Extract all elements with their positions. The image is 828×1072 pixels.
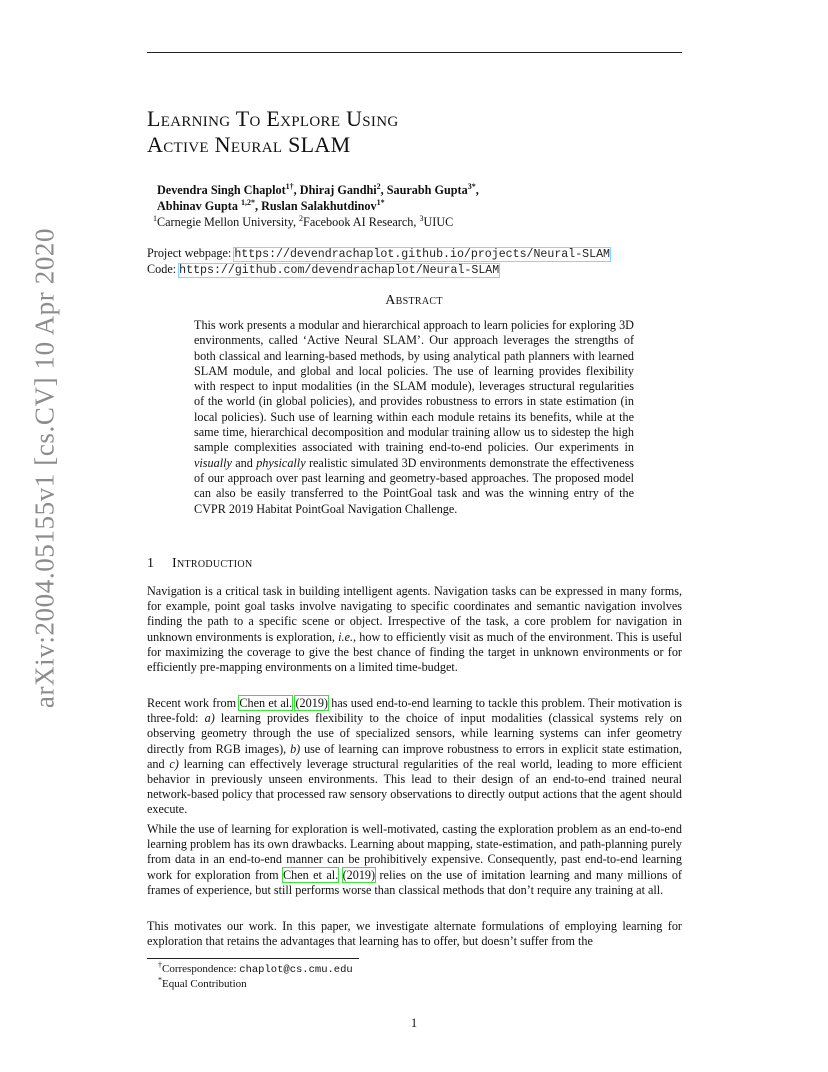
author-name: Ruslan Salakhutdinov	[261, 199, 377, 213]
citation-link[interactable]: Chen et al.	[283, 867, 339, 882]
code-label: Code:	[147, 262, 180, 276]
project-links	[147, 246, 610, 278]
affiliation: Carnegie Mellon University,	[157, 215, 300, 229]
paragraph-text: , how to efficiently visit as much of the environment. This is useful for maximizing the coverage to give the best chance of finding the target in unknown environments or for efficiently pre-mapping environments on a limited time-budget.	[147, 629, 682, 675]
affiliation-sup: 2	[299, 213, 304, 223]
footnote-mark: *	[158, 975, 162, 985]
top-rule	[147, 52, 682, 53]
footnote-1	[158, 962, 353, 977]
paragraph-text: Navigation is a critical task in building intelligent agents. Navigation tasks can be expressed in many forms, for example, point goal tasks involve navigating to specific coordinates and semantic navigation involves finding the path to a specific scene or object. Irrespective of the task, a core problem for navigation in unknown environments is exploration,	[147, 584, 682, 644]
webpage-line	[147, 246, 610, 262]
title-line-2: Active Neural SLAM	[147, 132, 351, 157]
paper-title	[147, 106, 398, 158]
paragraph-text: This motivates our work. In this paper, we investigate alternate formulations of employing learning for exploration that retains the advantages that learning has to offer, but doesn’t suffer from the	[147, 919, 682, 949]
webpage-label: Project webpage:	[147, 246, 235, 260]
title-line-1: Learning To Explore Using	[147, 106, 399, 131]
author-sup: 1†	[285, 181, 294, 191]
page-number: 1	[410, 1016, 418, 1030]
affiliations	[153, 214, 479, 230]
abstract-emphasis: physically	[256, 455, 306, 470]
footnote-rule	[147, 958, 359, 959]
paragraph-2	[147, 696, 682, 818]
paragraph-text: learning provides flexibility to the choice of input modalities (classical systems rely on observing geometry through the use of specialized sensors, while learning systems can infer geometry directly from RGB images),	[147, 711, 682, 756]
code-line	[147, 262, 610, 278]
paragraph-text: relies on the use of imitation learning and many millions of frames of experience, but still performs worse than classical methods that don’t require any training at all.	[147, 867, 682, 897]
footnote-label: Correspondence:	[162, 963, 240, 975]
paragraph-1	[147, 584, 682, 675]
citation-year-link[interactable]: (2019)	[342, 867, 376, 882]
paragraph-emphasis: b)	[290, 741, 301, 756]
code-link[interactable]: https://github.com/devendrachaplot/Neural-SLAM	[179, 264, 500, 277]
affiliation-sup: 3	[419, 213, 424, 223]
author-sup: 2	[376, 181, 381, 191]
abstract-text: and	[231, 455, 257, 470]
footnote-email: chaplot@cs.cmu.edu	[239, 964, 353, 976]
author-sup: 1*	[376, 197, 385, 207]
footnote-2	[158, 977, 353, 991]
paragraph-text: While the use of learning for exploration is well-motivated, casting the exploration problem as an end-to-end learning problem has its own drawbacks. Learning about mapping, state-estimation, and path-planning purely from data in an end-to-end manner can be prohibitively expensive. Consequently, past end-to-end learning work for exploration from	[147, 822, 682, 882]
author-name: Saurabh Gupta	[386, 183, 468, 197]
paragraph-text: use of learning can improve robustness to errors in explicit state estimation, and	[147, 741, 682, 771]
paragraph-emphasis: a)	[204, 711, 215, 726]
paragraph-3	[147, 822, 682, 898]
abstract-body	[194, 318, 634, 517]
paragraph-text: has used end-to-end learning to tackle this problem. Their motivation is three-fold:	[147, 696, 683, 726]
citation-link[interactable]: Chen et al.	[239, 696, 293, 710]
paragraph-text: Recent work from	[147, 696, 240, 710]
footnote-mark: †	[158, 960, 162, 970]
footnote-text: Equal Contribution	[162, 978, 247, 990]
section-number: 1	[147, 556, 155, 571]
abstract-text: realistic simulated 3D environments demonstrate the effectiveness of our approach over past learning and geometry-based approaches. The proposed model can also be easily transferred to the PointGoal task and was the winning entry of the CVPR 2019 Habitat PointGoal Navigation Challenge.	[194, 455, 634, 516]
affiliation: UIUC	[423, 215, 454, 229]
abstract-text: This work presents a modular and hierarchical approach to learn policies for exploring 3D environments, called ‘Active Neural SLAM’. Our approach leverages the strengths of both classical and learning-based methods, by using analytical path planners with learned SLAM module, and global and local policies. The use of learning provides flexibility with respect to input modalities (in the SLAM module), leverages structural regularities of the world (in global policies), and provides robustness to errors in state estimation (in local policies). Such use of learning within each module retains its benefits, while at the same time, hierarchical decomposition and modular training allow us to sidestep the high sample complexities associated with training end-to-end policies. Our experiments in	[194, 318, 634, 455]
affiliation-sup: 1	[153, 213, 157, 223]
author-block	[153, 181, 479, 230]
author-sup: 1,2*	[241, 197, 255, 207]
paragraph-text: learning can effectively leverage structural regularities of the real world, leading to more efficient behavior in previously unseen environments. This lead to their design of an end-to-end trained neural network-based policy that processed raw sensory observations to directly output actions that the agent should execute.	[147, 756, 682, 817]
paragraph-emphasis: c)	[169, 756, 179, 771]
section-heading	[147, 556, 252, 572]
author-name: Abhinav Gupta	[157, 199, 238, 213]
arxiv-identifier: arXiv:2004.05155v1 [cs.CV] 10 Apr 2020	[29, 227, 60, 709]
citation-year-link[interactable]: (2019)	[295, 696, 328, 710]
abstract-heading: Abstract	[385, 293, 443, 308]
paragraph-4	[147, 919, 682, 949]
author-name: Devendra Singh Chaplot	[157, 183, 286, 197]
author-name: Dhiraj Gandhi	[299, 183, 377, 197]
footnotes	[158, 962, 353, 991]
affiliation: Facebook AI Research,	[303, 215, 420, 229]
author-sup: 3*	[467, 181, 476, 191]
author-line-1: Devendra Singh Chaplot$^{1\dagger}$, Dhiraj Gandhi$^2$, Saurabh Gupta$^{3*}$,	[157, 181, 479, 197]
author-line-2: Abhinav Gupta $^{1,2*}$, Ruslan Salakhutdinov$^{1*}$	[157, 197, 385, 213]
section-title: Introduction	[172, 556, 253, 571]
abstract-emphasis: visually	[194, 455, 232, 470]
paragraph-emphasis: i.e.	[338, 629, 354, 644]
webpage-link[interactable]: https://devendrachaplot.github.io/projects/Neural-SLAM	[234, 248, 611, 261]
